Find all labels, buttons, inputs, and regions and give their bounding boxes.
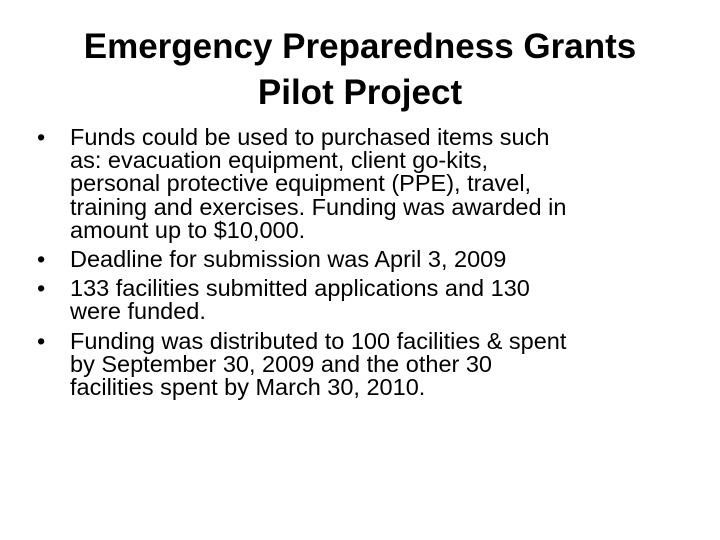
bullet-dot-icon: • xyxy=(37,327,46,354)
slide-title-line-1: Emergency Preparedness Grants xyxy=(83,27,637,66)
bullet-dot-icon: • xyxy=(37,275,46,302)
slide-title-line-2: Pilot Project xyxy=(257,73,463,112)
bullet-item xyxy=(36,277,686,323)
bullet-list xyxy=(36,126,686,405)
bullet-dot-icon: • xyxy=(37,246,46,273)
bullet-item xyxy=(36,327,686,401)
bullet-text: Deadline for submission was April 3, 2009 xyxy=(70,246,507,273)
bullet-dot-icon: • xyxy=(37,124,46,150)
bullet-item xyxy=(36,126,686,242)
bullet-text: Funding was distributed to 100 facilities & spent by September 30, 2009 and the other 30 facilities spent by March 30, 2010. xyxy=(70,327,567,401)
bullet-text: 133 facilities submitted applications and 130 were funded. xyxy=(70,275,530,325)
bullet-item xyxy=(36,248,686,271)
bullet-text: Funds could be used to purchased items such as: evacuation equipment, client go-kits, personal protective equipment (PPE), travel, training and exercises. Funding was awarded in amount up to $10,000. xyxy=(70,124,567,243)
slide-title xyxy=(0,24,720,116)
